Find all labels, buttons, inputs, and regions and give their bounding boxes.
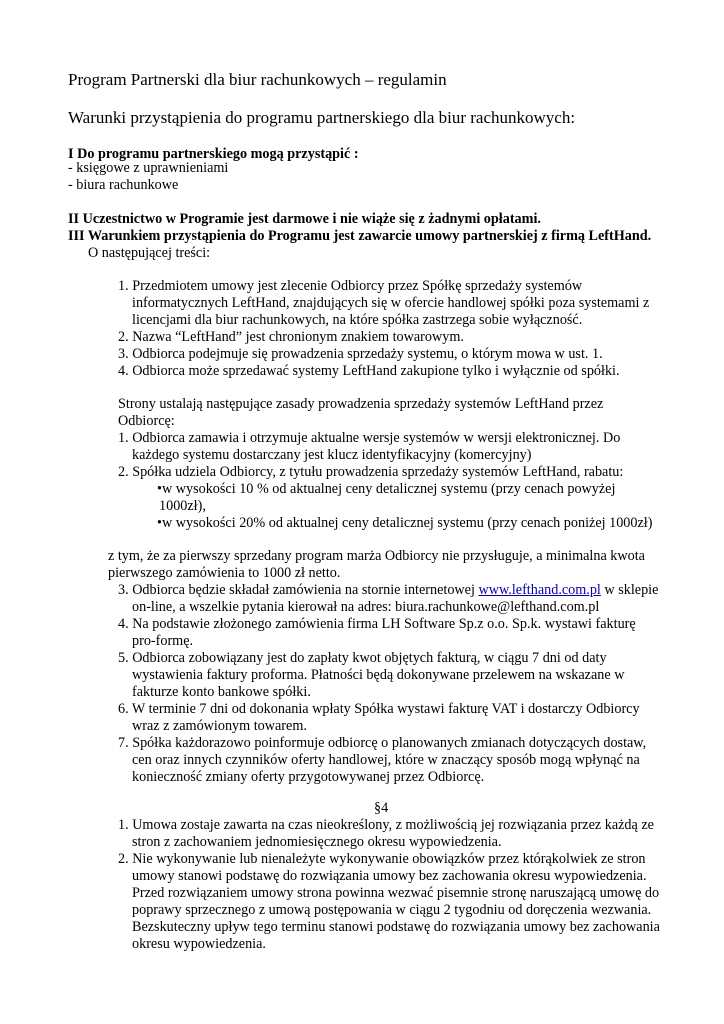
list-item: cen oraz innych czynników oferty handlowej, które w znaczący sposób mogą wpłynąć na — [132, 752, 640, 768]
list-item: fakturze konto bankowe spółki. — [132, 684, 311, 700]
document-subtitle: Warunki przystąpienia do programu partnerskiego dla biur rachunkowych: — [68, 108, 576, 127]
list-item: poprawy sprzecznego z umową postępowania w ciągu 2 tygodniu od doręczenia wezwania. — [132, 902, 652, 918]
list-item: umowy stanowi podstawę do rozwiązania umowy bez zachowania okresu wypowiedzenia. — [132, 868, 647, 884]
section-3-heading: III Warunkiem przystąpienia do Programu jest zawarcie umowy partnerskiej z firmą LeftHand. — [68, 228, 652, 244]
list-item: - biura rachunkowe — [68, 177, 179, 193]
bullet-item: 1000zł), — [159, 498, 206, 514]
list-item: 3. Odbiorca podejmuje się prowadzenia sprzedaży systemu, o którym mowa w ust. 1. — [118, 346, 603, 362]
section-1-heading: I Do programu partnerskiego mogą przystąpić : — [68, 146, 359, 162]
bullet-item: •w wysokości 20% od aktualnej ceny detalicznej systemu (przy cenach poniżej 1000zł) — [157, 515, 653, 531]
margin-note: pierwszego zamówienia to 1000 zł netto. — [108, 565, 341, 581]
list-item: 2. Nie wykonywanie lub nienależyte wykonywanie obowiązków przez którąkolwiek ze stron — [118, 851, 646, 867]
section-3-intro: O następującej treści: — [88, 245, 211, 261]
rules-intro: Strony ustalają następujące zasady prowadzenia sprzedaży systemów LeftHand przez — [118, 396, 604, 412]
list-item: wystawienia faktury proforma. Płatności będą dokonywane przelewem na wskazane w — [132, 667, 625, 683]
list-item: 7. Spółka każdorazowo poinformuje odbiorcę o planowanych zmianach dotyczących dostaw, — [118, 735, 647, 751]
list-item: stron z zachowaniem jednomiesięcznego okresu wypowiedzenia. — [132, 834, 502, 850]
list-item: 1. Umowa zostaje zawarta na czas nieokreślony, z możliwością jej rozwiązania przez każdą ze — [118, 817, 654, 833]
list-item: 6. W terminie 7 dni od dokonania wpłaty Spółka wystawi fakturę VAT i dostarczy Odbiorcy — [118, 701, 640, 717]
list-item: każdego systemu dostarczany jest klucz identyfikacyjny (komercyjny) — [132, 447, 532, 463]
item3-text: 3. Odbiorca będzie składał zamówienia na stornie internetowej — [118, 582, 479, 598]
list-item: 2. Spółka udziela Odbiorcy, z tytułu prowadzenia sprzedaży systemów LeftHand, rabatu: — [118, 464, 624, 480]
bullet-item: •w wysokości 10 % od aktualnej ceny detalicznej systemu (przy cenach powyżej — [157, 481, 616, 497]
list-item: on-line, a wszelkie pytania kierował na adres: biura.rachunkowe@lefthand.com.pl — [132, 599, 600, 615]
list-item: 1. Odbiorca zamawia i otrzymuje aktualne wersje systemów w wersji elektronicznej. Do — [118, 430, 621, 446]
list-item: 1. Przedmiotem umowy jest zlecenie Odbiorcy przez Spółkę sprzedaży systemów — [118, 278, 583, 294]
website-link[interactable]: www.lefthand.com.pl — [478, 582, 601, 598]
document-title: Program Partnerski dla biur rachunkowych – regulamin — [68, 70, 447, 89]
list-item: okresu wypowiedzenia. — [132, 936, 266, 952]
list-item: 2. Nazwa “LeftHand” jest chronionym znakiem towarowym. — [118, 329, 464, 345]
list-item: - księgowe z uprawnieniami — [68, 160, 229, 176]
list-item: konieczność zmiany oferty przygotowywanej przez Odbiorcę. — [132, 769, 485, 785]
item3-text-after: w sklepie — [600, 582, 659, 598]
list-item: Bezskuteczny upływ tego terminu stanowi podstawę do rozwiązania umowy bez zachowania — [132, 919, 660, 935]
list-item: Przed rozwiązaniem umowy strona powinna wezwać pisemnie stronę naruszającą umowę do — [132, 885, 660, 901]
section-2-heading: II Uczestnictwo w Programie jest darmowe i nie wiąże się z żadnymi opłatami. — [68, 211, 541, 227]
margin-note: z tym, że za pierwszy sprzedany program marża Odbiorcy nie przysługuje, a minimalna kwota — [108, 548, 645, 564]
list-item: licencjami dla biur rachunkowych, na które spółka zastrzega sobie wyłączność. — [132, 312, 583, 328]
list-item: 4. Na podstawie złożonego zamówienia firma LH Software Sp.z o.o. Sp.k. wystawi fakturę — [118, 616, 636, 632]
rules-intro: Odbiorcę: — [118, 413, 175, 429]
section-mark: §4 — [374, 800, 389, 816]
list-item: pro-formę. — [132, 633, 194, 649]
list-item: wraz z zamówionym towarem. — [132, 718, 307, 734]
list-item — [118, 582, 658, 599]
list-item: 4. Odbiorca może sprzedawać systemy LeftHand zakupione tylko i wyłącznie od spółki. — [118, 363, 620, 379]
list-item: informatycznych LeftHand, znajdujących się w ofercie handlowej spółki poza systemami z — [132, 295, 650, 311]
list-item: 5. Odbiorca zobowiązany jest do zapłaty kwot objętych fakturą, w ciągu 7 dni od daty — [118, 650, 607, 666]
